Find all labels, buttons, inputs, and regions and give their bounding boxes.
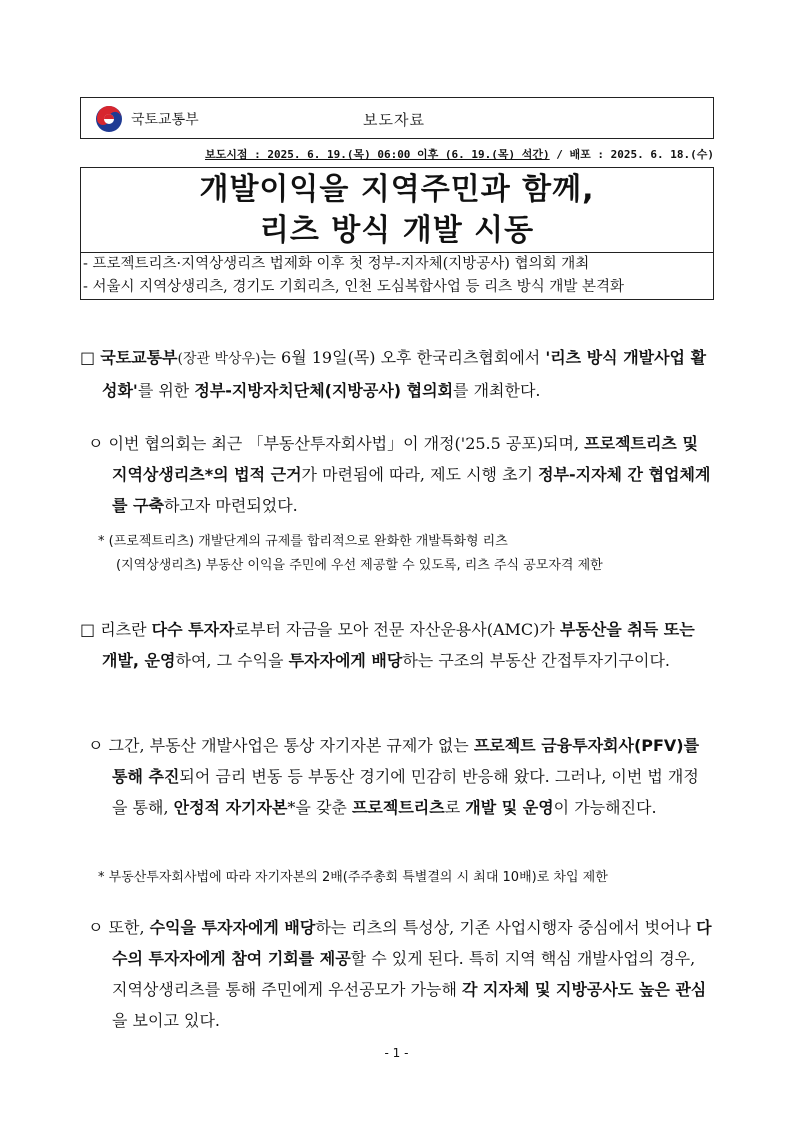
emphasis: 개발 및 운영: [465, 798, 554, 817]
bullet-circle: ㅇ: [88, 736, 109, 755]
taegeuk-logo-icon: [95, 105, 123, 133]
text: 이번 협의회는 최근 「부동산투자회사법」이 개정('25.5 공포)되며,: [108, 434, 585, 453]
text: 가 마련됨에 따라, 제도 시행 초기: [301, 465, 539, 484]
text: 로부터 자금을 모아 전문 자산운용사(AMC)가: [234, 620, 560, 639]
ministry-name: 국토교통부: [131, 112, 199, 128]
footnote-line: (지역상생리츠) 부동산 이익을 주민에 우선 제공할 수 있도록, 리츠 주식 공모자격 제한: [116, 558, 603, 573]
text: 이 가능해진다.: [553, 798, 657, 817]
bullet-square: □: [80, 348, 101, 367]
bullet-circle: ㅇ: [88, 918, 109, 937]
emphasis: 다수 투자자: [151, 620, 235, 639]
release-time: 보도시점 : 2025. 6. 19.(목) 06:00 이후 (6. 19.(목) 석간): [204, 148, 550, 161]
footnote-line: * (프로젝트리츠) 개발단계의 규제를 합리적으로 완화한 개발특화형 리츠: [98, 534, 508, 549]
emphasis: 프로젝트리츠 및 지역상생리츠*의 법적 근거: [112, 434, 698, 484]
title-line-1: 개발이익을 지역주민과 함께,: [199, 172, 595, 207]
emphasis: '리츠 방식 개발사업 활성화': [102, 348, 707, 400]
emphasis: 투자자에게 배당: [288, 651, 403, 670]
text: 을 보이고 있다.: [112, 1011, 220, 1030]
text: 를 위한: [137, 381, 195, 400]
emphasis: 안정적 자기자본: [173, 798, 288, 817]
text: 리츠란: [100, 620, 152, 639]
emphasis: 프로젝트 금융투자회사(PFV)를 통해 추진: [112, 736, 700, 786]
subtitle-box: [80, 253, 714, 300]
text: *을 갖춘: [287, 798, 352, 817]
footnote-2: [98, 866, 728, 890]
text: 하여, 그 수익을: [175, 651, 289, 670]
paragraph-3: [80, 614, 712, 676]
emphasis: 정부-지자체 간 협업체계를 구축: [112, 465, 711, 515]
text: 되어 금리 변동 등 부동산 경기에 민감히 반응해 왔다. 그러나, 이번 법 개정을 통해,: [112, 767, 699, 817]
release-info: [205, 146, 714, 162]
page-number: - 1 -: [384, 1046, 409, 1060]
emphasis: 프로젝트리츠: [351, 798, 445, 817]
emphasis: 부동산을 취득 또는 개발, 운영: [102, 620, 695, 670]
title-box: [80, 167, 714, 253]
paragraph-4: [88, 730, 712, 823]
footnote-line: * 부동산투자회사법에 따라 자기자본의 2배(주주총회 특별결의 시 최대 10배)로 차입 제한: [98, 870, 608, 885]
text: 하는 구조의 부동산 간접투자기구이다.: [402, 651, 670, 670]
paragraph-2: [88, 428, 712, 521]
document-type: 보도자료: [363, 111, 425, 129]
title-line-2: 리츠 방식 개발 시동: [259, 213, 535, 248]
emphasis: 수익을 투자자에게 배당: [149, 918, 316, 937]
footnote-1: [98, 530, 728, 578]
paragraph-1: [80, 342, 712, 406]
emphasis: 각 지자체 및 지방공사도 높은 관심: [462, 980, 707, 999]
emphasis: 정부-지방자치단체(지방공사) 협의회: [194, 381, 454, 400]
text: 는 6월 19일(목) 오후 한국리츠협회에서: [260, 348, 546, 367]
text: 또한,: [108, 918, 150, 937]
emphasis: 국토교통부: [100, 348, 178, 367]
distribution-date: / 배포 : 2025. 6. 18.(수): [549, 148, 714, 161]
subtitle-1: - 프로젝트리츠·지역상생리츠 법제화 이후 첫 정부-지자체(지방공사) 협의회 개최: [83, 256, 590, 272]
text: 로: [444, 798, 466, 817]
text: 하는 리츠의 특성상, 기존 사업시행자 중심에서 벗어나: [315, 918, 697, 937]
bullet-square: □: [80, 620, 101, 639]
text: 할 수 있게 된다. 특히 지역 핵심 개발사업의 경우, 지역상생리츠를 통해 주민에게 우선공모가 가능해: [112, 949, 696, 999]
subtitle-2: - 서울시 지역상생리츠, 경기도 기회리츠, 인천 도심복합사업 등 리츠 방식 개발 본격화: [83, 279, 625, 295]
text: 하고자 마련되었다.: [163, 496, 298, 515]
emphasis: 다수의 투자자에게 참여 기회를 제공: [112, 918, 712, 968]
header-box: [80, 97, 714, 139]
paragraph-5: [88, 912, 712, 1036]
text: (장관 박상우): [177, 351, 261, 367]
text: 그간, 부동산 개발사업은 통상 자기자본 규제가 없는: [108, 736, 474, 755]
bullet-circle: ㅇ: [88, 434, 109, 453]
text: 를 개최한다.: [453, 381, 541, 400]
